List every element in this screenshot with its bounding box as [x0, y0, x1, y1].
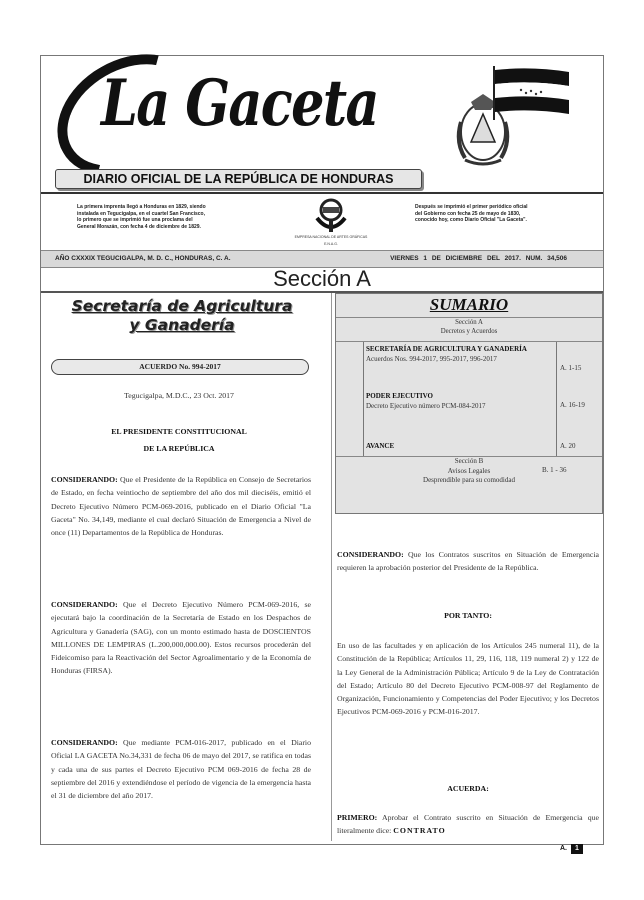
- paragraph-text: Que el Decreto Ejecutivo Número PCM-069-2016, se ejecutará bajo la coordinación de la Secretaría de Estado en los Despachos de Agricultura y Ganadería (SAG), con un monto estimado hasta de DOSCIENTOS MILLONES DE LEMPIRAS (L.200,000,000.00). Estos recursos procederán del Fideicomiso para la Reactivación del Sector Agroalimentario y de la Economía de Honduras (FIRSA).: [51, 600, 311, 676]
- considerando-paragraph-2: [51, 598, 311, 678]
- considerando-paragraph-4: [337, 548, 599, 575]
- acuerda-heading: ACUERDA:: [447, 784, 489, 793]
- paragraph-text: Que el Presidente de la República en Consejo de Secretarios de Estado, en fecha veintiocho de septiembre del año dos mil dieciséis, emitió el Decreto Ejecutivo Número PCM-069-2016, publicado en el Diario Oficial "La Gaceta" No. 34,149, mediante el cual declaró Situación de Emergencia a Nivel de once (11) Departamentos de la República de Honduras.: [51, 475, 311, 538]
- sumario-box: [335, 293, 603, 514]
- sumario-item-heading: AVANCE: [366, 442, 395, 450]
- enag-emblem: [291, 198, 371, 250]
- legal-basis-paragraph: En uso de las facultades y en aplicación de los Artículos 245 numeral 11), de la Constitución de la República; Artículos 11, 29, 116, 118, 119 numeral 2) y 122 de la Ley General de la Administración Pública; Artículo 9 de la Ley de Contratación del Estado; Artículo 80 del Decreto Ejecutivo PCM-008-97 del Reglamento de Organización, Funcionamiento y Competencias del Poder Ejecutivo; y los Decretos Ejecutivos PCM-069-2016 y PCM-016-2017.: [337, 641, 599, 717]
- primero-paragraph: [337, 811, 599, 838]
- considerando-paragraph-3: [51, 736, 311, 802]
- paragraph-text: Que mediante PCM-016-2017, publicado en el Diario Oficial LA GACETA No.34,331 de fecha 06 de mayo del 2017, se ratifica en todas y cada una de sus partes el Decreto Ejecutivo PCM 069-2016 de fecha 28 de septiembre del 2016 y extendiéndose el período de vigencia de la emergencia hasta el 31 de diciembre del año 2017.: [51, 738, 311, 801]
- sumario-item[interactable]: [366, 442, 554, 452]
- left-column: [41, 293, 332, 841]
- considerando-label: CONSIDERANDO:: [51, 738, 118, 747]
- sumario-section-a-label: Sección A: [455, 319, 483, 326]
- ministry-heading-line2: y Ganadería: [129, 316, 235, 334]
- sumario-item-detail: Decreto Ejecutivo número PCM-084-2017: [366, 401, 486, 410]
- history-blurb-right: Después se imprimió el primer periódico oficial del Gobierno con fecha 25 de mayo de 1830, conocido hoy, como Diario Oficial "La Gaceta".: [415, 204, 528, 223]
- enag-label: [291, 235, 371, 246]
- sumario-item[interactable]: [366, 392, 554, 411]
- sumario-title: SUMARIO: [336, 295, 602, 318]
- president-heading: [51, 423, 307, 457]
- ministry-heading: [51, 297, 313, 335]
- considerando-paragraph-1: [51, 473, 311, 539]
- honduras-flag-icon: [491, 66, 571, 120]
- info-band: [41, 192, 603, 252]
- sumario-item-page: A. 1-15: [560, 364, 582, 372]
- considerando-label: CONSIDERANDO:: [51, 600, 118, 609]
- enag-logo-icon: [291, 198, 371, 234]
- issue-date-number: VIERNES 1 DE DICIEMBRE DEL 2017. NUM. 34,506: [390, 255, 567, 262]
- enag-acronym: E.N.A.G.: [324, 242, 338, 246]
- enag-name: EMPRESA NACIONAL DE ARTES GRÁFICAS: [294, 235, 368, 239]
- sumario-section-a-sub: Decretos y Acuerdos: [440, 328, 498, 335]
- ministry-heading-line1: Secretaría de Agricultura: [71, 297, 293, 315]
- primero-label: PRIMERO:: [337, 813, 378, 822]
- issue-year-location: AÑO CXXXIX TEGUCIGALPA, M. D. C., HONDURAS, C. A.: [55, 255, 231, 262]
- newspaper-page: [40, 55, 604, 845]
- sumario-section-a: [336, 318, 602, 336]
- paragraph-text: Que los Contratos suscritos en Situación de Emergencia requieren la aprobación posterior del Presidente de la República.: [337, 550, 599, 573]
- page-footer: [560, 844, 583, 854]
- sumario-item-detail: Acuerdos Nos. 994-2017, 995-2017, 996-2017: [366, 354, 497, 363]
- sumario-item-heading: SECRETARÍA DE AGRICULTURA Y GANADERÍA: [366, 345, 527, 353]
- acuerdo-number: ACUERDO No. 994-2017: [51, 359, 309, 375]
- section-title: Sección A: [273, 266, 371, 291]
- contrato-label: CONTRATO: [393, 826, 446, 836]
- footer-page-number: 1: [571, 844, 583, 854]
- sumario-section-b-sub: Avisos Legales: [447, 466, 491, 475]
- considerando-label: CONSIDERANDO:: [337, 550, 404, 559]
- sumario-item-page: A. 16-19: [560, 401, 585, 409]
- sumario-gutter: [336, 342, 364, 456]
- sumario-section-b-note: Desprendible para su comodidad: [423, 476, 515, 484]
- sumario-section-b-label: Sección B: [454, 457, 484, 465]
- place-date: Tegucigalpa, M.D.C., 23 Oct. 2017: [124, 391, 234, 400]
- sumario-item-page: A. 20: [560, 442, 576, 450]
- right-column: [332, 293, 603, 841]
- paragraph-text: Aprobar el Contrato suscrito en Situación de Emergencia que literalmente dice:: [337, 813, 599, 836]
- masthead-subtitle: DIARIO OFICIAL DE LA REPÚBLICA DE HONDURAS: [55, 169, 422, 189]
- president-heading-line2: DE LA REPÚBLICA: [143, 444, 215, 453]
- footer-section-letter: A.: [560, 845, 567, 852]
- por-tanto-heading: POR TANTO:: [444, 611, 492, 620]
- sumario-page-column: [556, 342, 603, 456]
- sumario-item[interactable]: [366, 345, 554, 364]
- sumario-table: [336, 341, 602, 457]
- history-blurb-left: La primera imprenta llegó a Honduras en 1829, siendo instalada en Tegucigalpa, en el cuartel San Francisco, lo primero que se imprimió fue una proclama del General Morazán, con fecha 4 de diciembre de 1829.: [77, 204, 206, 230]
- considerando-label: CONSIDERANDO:: [51, 475, 118, 484]
- president-heading-line1: EL PRESIDENTE CONSTITUCIONAL: [111, 427, 247, 436]
- sumario-item-heading: PODER EJECUTIVO: [366, 392, 433, 400]
- sumario-section-b-page: B. 1 - 36: [542, 466, 567, 474]
- masthead: [41, 56, 603, 192]
- newspaper-title: La Gaceta: [101, 66, 378, 141]
